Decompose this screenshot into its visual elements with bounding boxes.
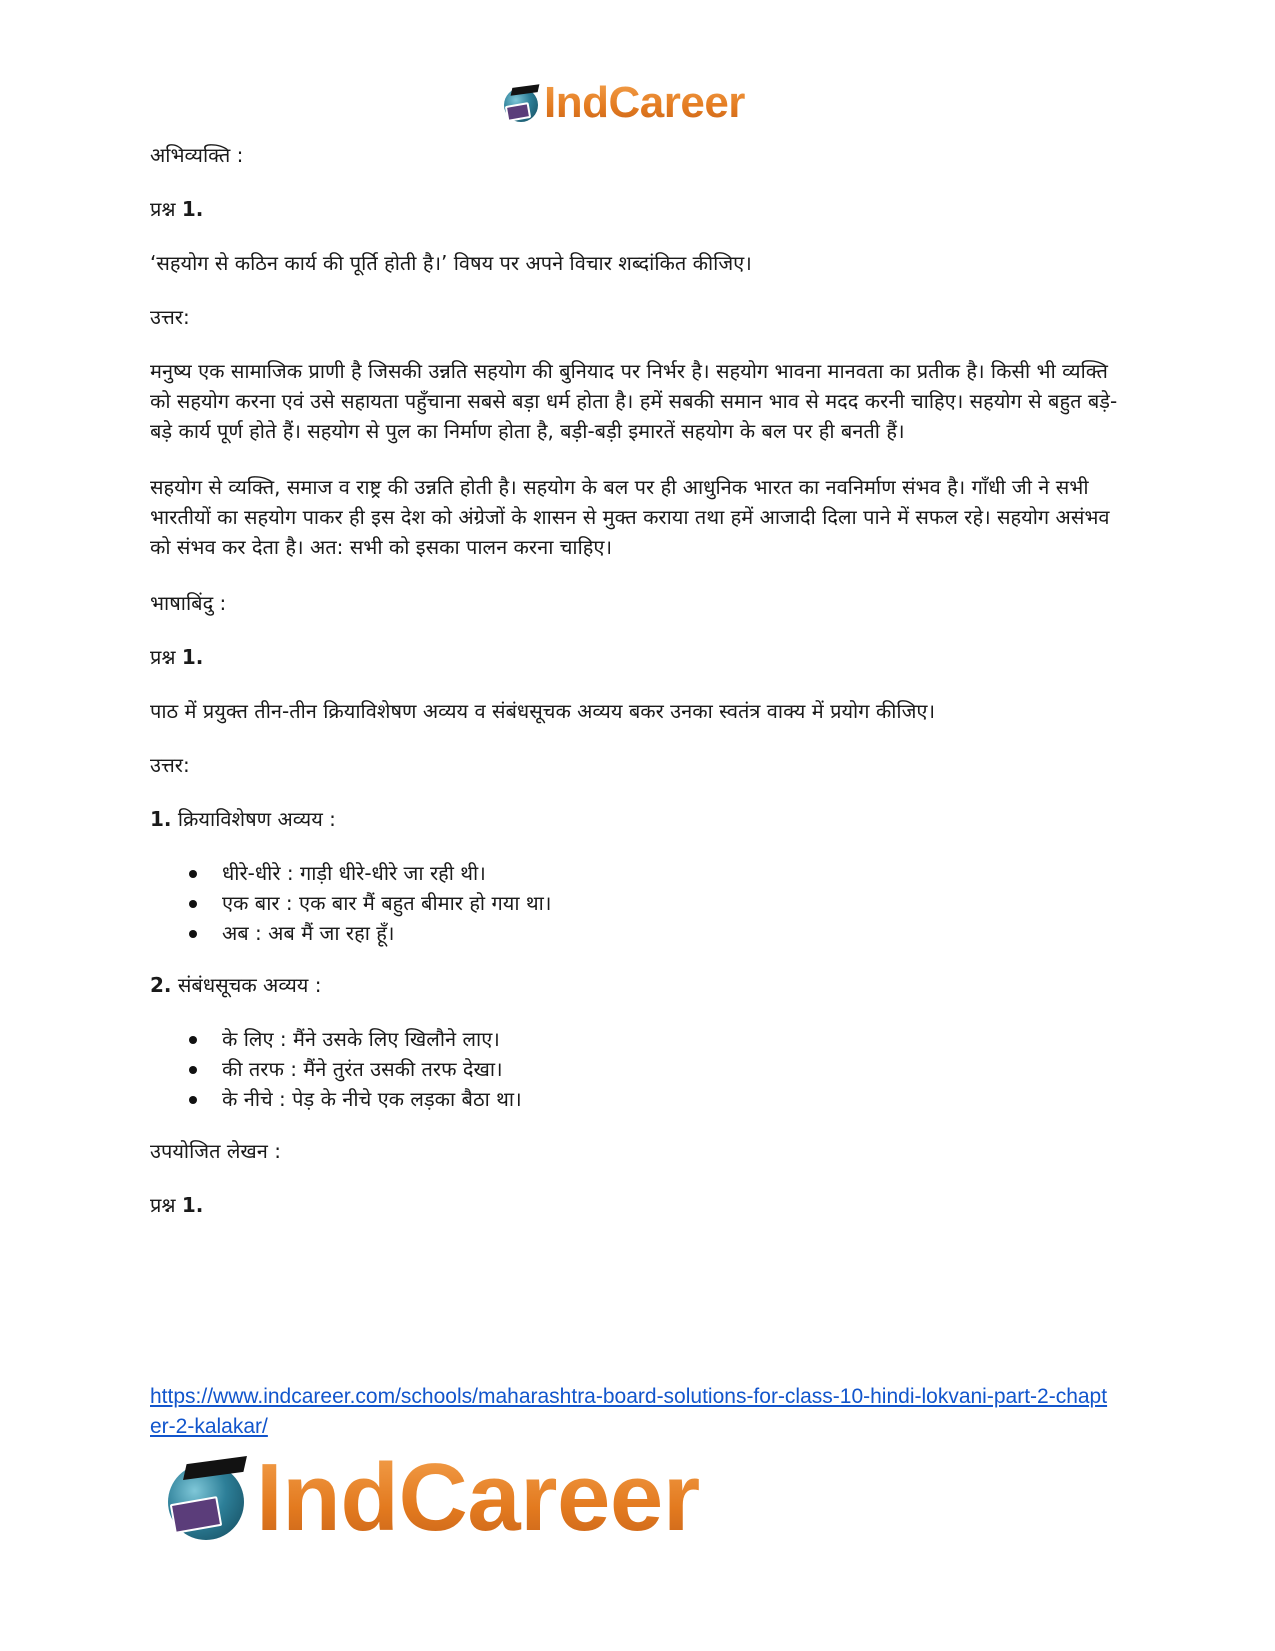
header-logo-text: IndCareer — [544, 78, 745, 127]
bullet-icon — [189, 900, 197, 908]
bullet-icon — [189, 1096, 197, 1104]
answer-label: उत्तर: — [150, 753, 190, 777]
bullet-icon — [189, 930, 197, 938]
sambandhsuchak-list — [150, 1024, 1130, 1114]
question-label: प्रश्न 1. — [150, 197, 204, 221]
kriyavisheshan-list — [150, 858, 1130, 948]
answer-paragraph-2: सहयोग से व्यक्ति, समाज व राष्ट्र की उन्नति होती है। सहयोग के बल पर ही आधुनिक भारत का नवनिर्माण संभव है। गाँधी जी ने सभी भारतीयों का सहयोग पाकर ही इस देश को अंग्रेजों के शासन से मुक्त कराया तथा हमें आजादी दिला पाने में सफल रहे। सहयोग असंभव को संभव कर देता है। अत: सभी को इसका पालन करना चाहिए। — [150, 475, 1110, 559]
list-heading-kriyavisheshan: 1. क्रियाविशेषण अव्यय : — [150, 807, 336, 831]
section-heading-bhashabindu: भाषाबिंदु : — [150, 591, 227, 615]
question-text: ‘सहयोग से कठिन कार्य की पूर्ति होती है।’ विषय पर अपने विचार शब्दांकित कीजिए। — [150, 251, 752, 275]
graduation-globe-icon — [500, 82, 542, 124]
section-heading-abhivyakti: अभिव्यक्ति : — [150, 143, 244, 167]
question-label: प्रश्न 1. — [150, 1193, 204, 1217]
list-item: धीरे-धीरे : गाड़ी धीरे-धीरे जा रही थी। — [222, 858, 1130, 888]
bullet-icon — [189, 1036, 197, 1044]
bullet-icon — [189, 1066, 197, 1074]
list-item: के नीचे : पेड़ के नीचे एक लड़का बैठा था। — [222, 1084, 1130, 1114]
header-logo — [500, 80, 745, 126]
graduation-globe-icon — [160, 1452, 252, 1544]
list-item: एक बार : एक बार मैं बहुत बीमार हो गया था। — [222, 888, 1130, 918]
bullet-icon — [189, 870, 197, 878]
list-heading-sambandhsuchak: 2. संबंधसूचक अव्यय : — [150, 973, 322, 997]
question-label: प्रश्न 1. — [150, 645, 204, 669]
answer-paragraph-1: मनुष्य एक सामाजिक प्राणी है जिसकी उन्नति सहयोग की बुनियाद पर निर्भर है। सहयोग भावना मानवता का प्रतीक है। किसी भी व्यक्ति को सहयोग करना एवं उसे सहायता पहुँचाना सबसे बड़ा धर्म होता है। हमें सबकी समान भाव से मदद करनी चाहिए। सहयोग से बहुत बड़े-बड़े कार्य पूर्ण होते हैं। सहयोग से पुल का निर्माण होता है, बड़ी-बड़ी इमारतें सहयोग के बल पर ही बनती हैं। — [150, 359, 1118, 443]
answer-label: उत्तर: — [150, 305, 190, 329]
footer-logo — [160, 1444, 700, 1551]
source-url-link[interactable]: https://www.indcareer.com/schools/maharashtra-board-solutions-for-class-10-hindi-lokvani-part-2-chapter-2-kalakar/ — [150, 1385, 1108, 1438]
question-text: पाठ में प्रयुक्त तीन-तीन क्रियाविशेषण अव्यय व संबंधसूचक अव्यय बकर उनका स्वतंत्र वाक्य में प्रयोग कीजिए। — [150, 699, 936, 723]
list-item: अब : अब मैं जा रहा हूँ। — [222, 918, 1130, 948]
section-heading-upyojit-lekhan: उपयोजित लेखन : — [150, 1139, 281, 1163]
list-item: के लिए : मैंने उसके लिए खिलौने लाए। — [222, 1024, 1130, 1054]
main-content — [150, 140, 1130, 1244]
list-item: की तरफ : मैंने तुरंत उसकी तरफ देखा। — [222, 1054, 1130, 1084]
footer-logo-text: IndCareer — [256, 1444, 700, 1551]
